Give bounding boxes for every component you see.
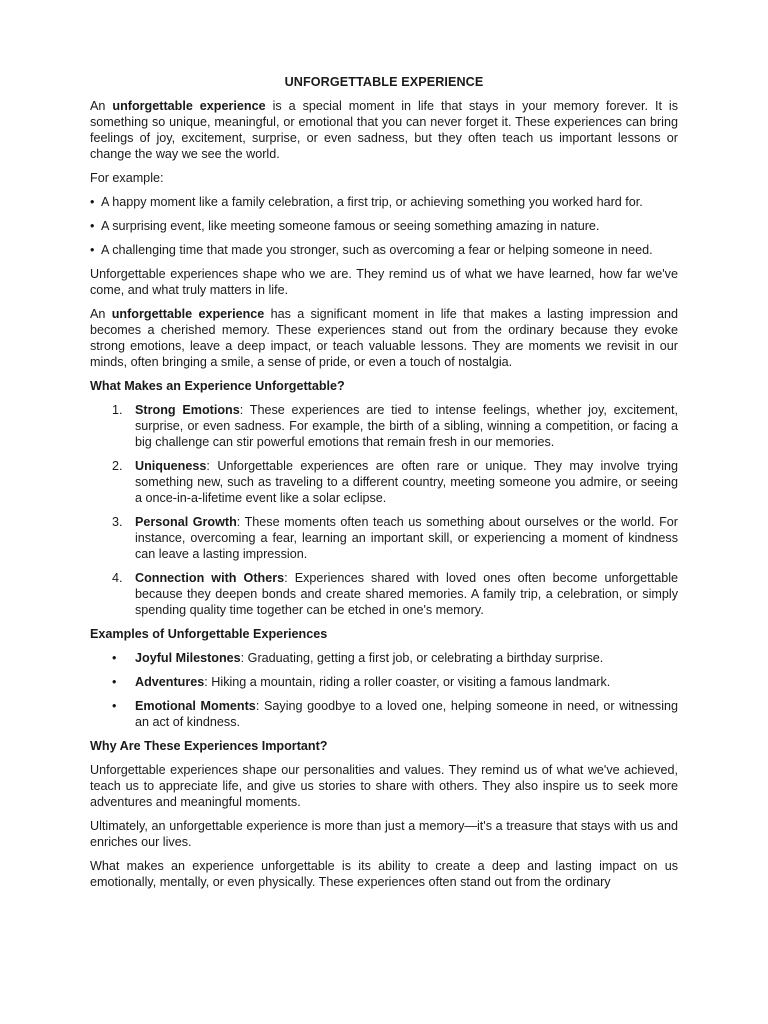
example-text: : Saying goodbye to a loved one, helping someone in need, or witnessing an act of kindness. [135,699,678,729]
why-paragraph: Unforgettable experiences shape our personalities and values. They remind us of what we've achieved, teach us to appreciate life, and give us stories to share with others. They also inspire us to seek more adventures and meaningful moments. [90,763,678,809]
example-term: Joyful Milestones [135,651,241,665]
list-item [90,514,678,562]
ultimately-paragraph: Ultimately, an unforgettable experience is more than just a memory—it's a treasure that stays with us and enriches our lives. [90,819,678,849]
list-item: • A challenging time that made you stronger, such as overcoming a fear or helping someone in need. [90,242,678,258]
shape-paragraph: Unforgettable experiences shape who we are. They remind us of what we have learned, how far we've come, and what truly matters in life. [90,267,678,297]
intro-bold-term: unforgettable experience [112,99,266,113]
intro-rest: is a special moment in life that stays in your memory forever. It is something so unique, meaningful, or emotional that you can never forget it. These experiences can bring feelings of joy, excitement, surprise, or even sadness, but they often teach us important lessons or change the way we see the world. [90,99,679,161]
example-text: : Hiking a mountain, riding a roller coaster, or visiting a famous landmark. [204,675,611,689]
intro-lead: An [90,99,113,113]
list-item [90,458,678,506]
list-number: 3. [112,515,123,529]
factor-term: Connection with Others [135,571,285,585]
section-heading-what-makes: What Makes an Experience Unforgettable? [90,379,345,393]
example-bullet-list [90,194,678,258]
factor-text: : These moments often teach us something about ourselves or the world. For instance, overcoming a fear, learning an important skill, or experiencing a moment of kindness can leave a lasting impression. [135,515,678,561]
factors-numbered-list [90,402,678,618]
list-item [90,650,678,666]
second-intro-lead: An [90,307,112,321]
factor-text: : Experiences shared with loved ones often become unforgettable because they deepen bonds and create shared memories. A family trip, a celebration, or simply spending quality time together can be etched in one's memory. [135,571,678,617]
intro-paragraph [90,98,678,162]
list-item: • A happy moment like a family celebration, a first trip, or achieving something you worked hard for. [90,194,678,210]
factor-text: : These experiences are tied to intense feelings, whether joy, excitement, surprise, or even sadness. For example, the birth of a sibling, winning a competition, or facing a big challenge can stir powerful emotions that remain fresh in our memories. [135,403,678,449]
list-item [90,698,678,730]
factor-text: : Unforgettable experiences are often rare or unique. They may involve trying something new, such as traveling to a different country, meeting someone you admire, or seeing a once-in-a-lifetime event like a solar eclipse. [135,459,678,505]
list-item [90,570,678,618]
list-number: 2. [112,459,123,473]
list-item: • A surprising event, like meeting someone famous or seeing something amazing in nature. [90,218,678,234]
list-item [90,402,678,450]
list-number: 1. [112,403,123,417]
document-title: UNFORGETTABLE EXPERIENCE [284,75,484,89]
example-term: Emotional Moments [135,699,256,713]
section-heading-why: Why Are These Experiences Important? [90,739,328,753]
second-intro-bold-term: unforgettable experience [111,307,265,321]
list-item [90,674,678,690]
list-number: 4. [112,571,123,585]
second-intro-paragraph [90,306,678,370]
example-term: Adventures [135,675,205,689]
closing-paragraph: What makes an experience unforgettable is its ability to create a deep and lasting impact on us emotionally, mentally, or even physically. These experiences often stand out from the ordinary [90,859,678,889]
for-example-label: For example: [90,171,164,185]
factor-term: Personal Growth [135,515,237,529]
examples-bullet-list [90,650,678,730]
factor-term: Uniqueness [135,459,207,473]
factor-term: Strong Emotions [135,403,240,417]
second-intro-rest: has a significant moment in life that makes a lasting impression and becomes a cherished memory. These experiences stand out from the ordinary because they evoke strong emotions, leave a deep impact, or teach valuable lessons. They are moments we revisit in our minds, often bringing a smile, a sense of pride, or even a touch of nostalgia. [90,307,678,369]
example-text: : Graduating, getting a first job, or celebrating a birthday surprise. [240,651,604,665]
section-heading-examples: Examples of Unforgettable Experiences [90,627,328,641]
